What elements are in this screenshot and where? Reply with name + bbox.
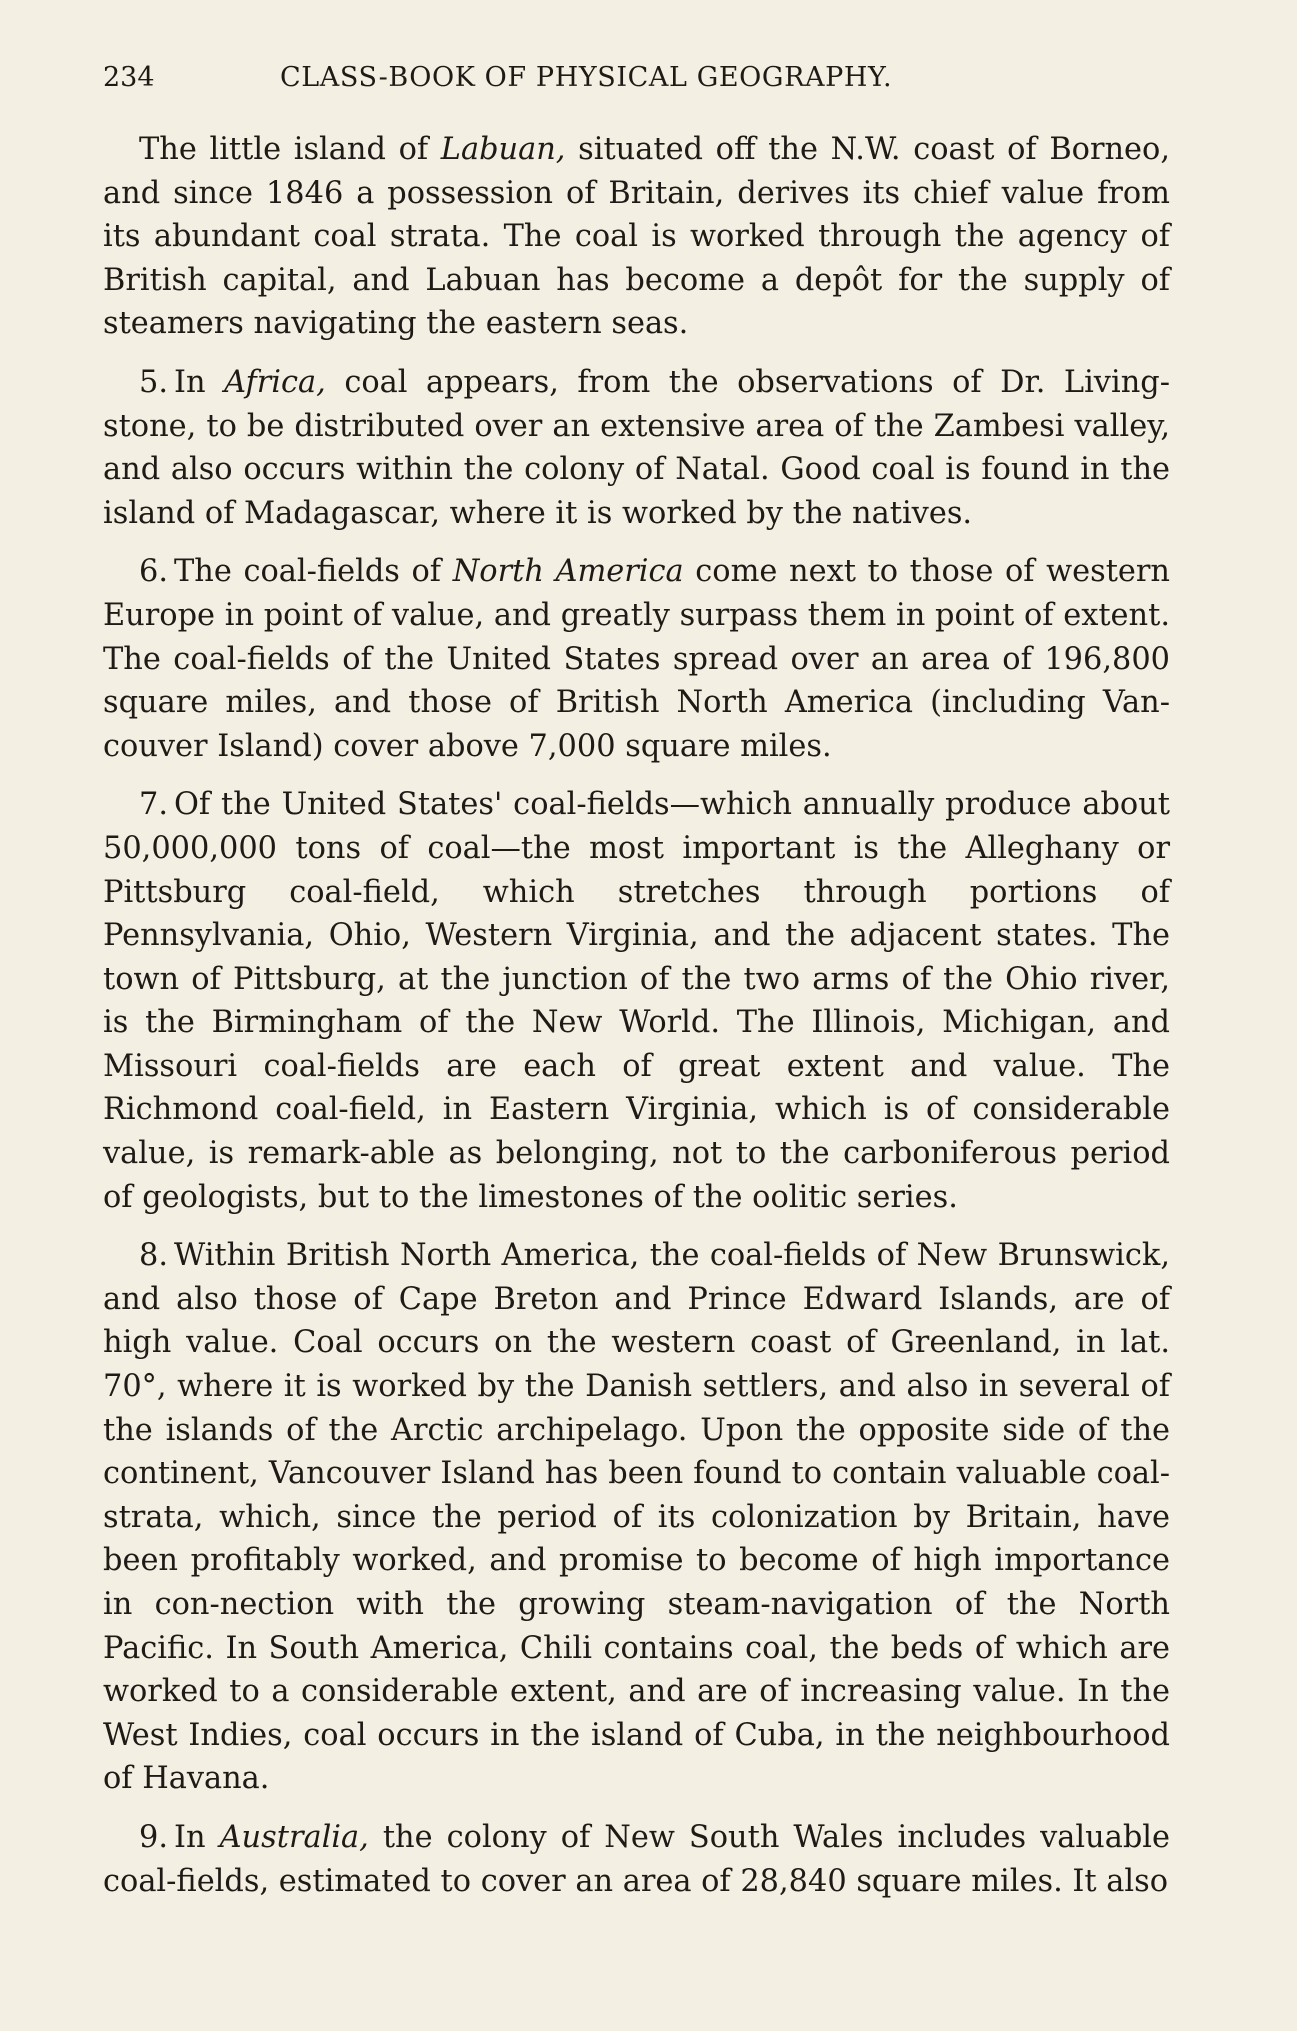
body-text: [103, 128, 1170, 1903]
paragraph: [103, 128, 1170, 346]
italic-place-name: Australia,: [219, 1819, 369, 1855]
paragraph-text: Within British North America, the coal-fields of New Brunswick, and also those of Cape Breton and Prince Edward Islands, are of high value. Coal occurs on the western coast of Greenland, in lat. 70°, where it is worked by the Danish settlers, and also in several of the islands of the Arctic archipelago. Upon the opposite side of the continent, Vancouver Island has been found to contain valuable coal-strata, which, since the period of its colonization by Britain, have been profitably worked, and promise to become of high importance in con-nection with the growing steam-navigation of the North Pacific. In South America, Chili contains coal, the beds of which are worked to a considerable extent, and are of increasing value. In the West Indies, coal occurs in the island of Cuba, in the neighbourhood of Havana.: [103, 1238, 1170, 1797]
paragraph-text: situated off the N.W. coast of Borneo, and since 1846 a possession of Britain, derives its chief value from its abundant coal strata. The coal is worked through the agency of British capital, and Labuan has become a depôt for the supply of steamers navigating the eastern seas.: [103, 132, 1170, 342]
paragraph-text: coal appears, from the observations of Dr. Living-stone, to be distributed over an extensive area of the Zambesi valley, and also occurs within the colony of Natal. Good coal is found in the island of Madagascar, where it is worked by the natives.: [103, 364, 1170, 531]
paragraph-number: 6.: [139, 554, 168, 590]
italic-place-name: Labuan,: [440, 132, 566, 167]
paragraph: [103, 550, 1170, 768]
paragraph-text: In: [174, 1819, 220, 1855]
paragraph-text: The coal-fields of: [174, 554, 453, 590]
paragraph-text: Of the United States' coal-fields—which annually produce about 50,000,000 tons of coal—the most important is the Alleghany or Pittsburg coal-field, which stretches through portions of Pennsylvania, Ohio, Western Virginia, and the adjacent states. The town of Pittsburg, at the junction of the two arms of the Ohio river, is the Birmingham of the New World. The Illinois, Michigan, and Missouri coal-fields are each of great extent and value. The Richmond coal-field, in Eastern Virginia, which is of considerable value, is remark-able as belonging, not to the carboniferous period of geologists, but to the limestones of the oolitic series.: [103, 787, 1170, 1215]
italic-place-name: Africa,: [224, 364, 326, 400]
italic-place-name: North America: [452, 554, 684, 590]
paragraph-number: 8.: [139, 1238, 168, 1274]
paragraph-text: In: [174, 364, 225, 400]
paragraph-number: 7.: [139, 787, 168, 823]
page-number: 234: [103, 62, 155, 93]
paragraph: [103, 783, 1170, 1219]
paragraph: [103, 361, 1170, 535]
running-title: CLASS-BOOK OF PHYSICAL GEOGRAPHY.: [280, 62, 893, 93]
paragraph-text: the colony of New South Wales includes valuable coal-fields, estimated to cover an area of 28,840 square miles. It also: [103, 1819, 1170, 1899]
paragraph-text: The little island of: [139, 132, 441, 167]
paragraph: [103, 1234, 1170, 1801]
paragraph: [103, 1816, 1170, 1903]
paragraph-number: 9.: [139, 1819, 168, 1855]
paragraph-text: come next to those of western Europe in point of value, and greatly surpass them in point of extent. The coal-fields of the United States spread over an area of 196,800 square miles, and those of British North America (including Van-couver Island) cover above 7,000 square miles.: [103, 554, 1171, 764]
paragraph-number: 5.: [139, 364, 168, 400]
page-header: [103, 58, 1173, 98]
